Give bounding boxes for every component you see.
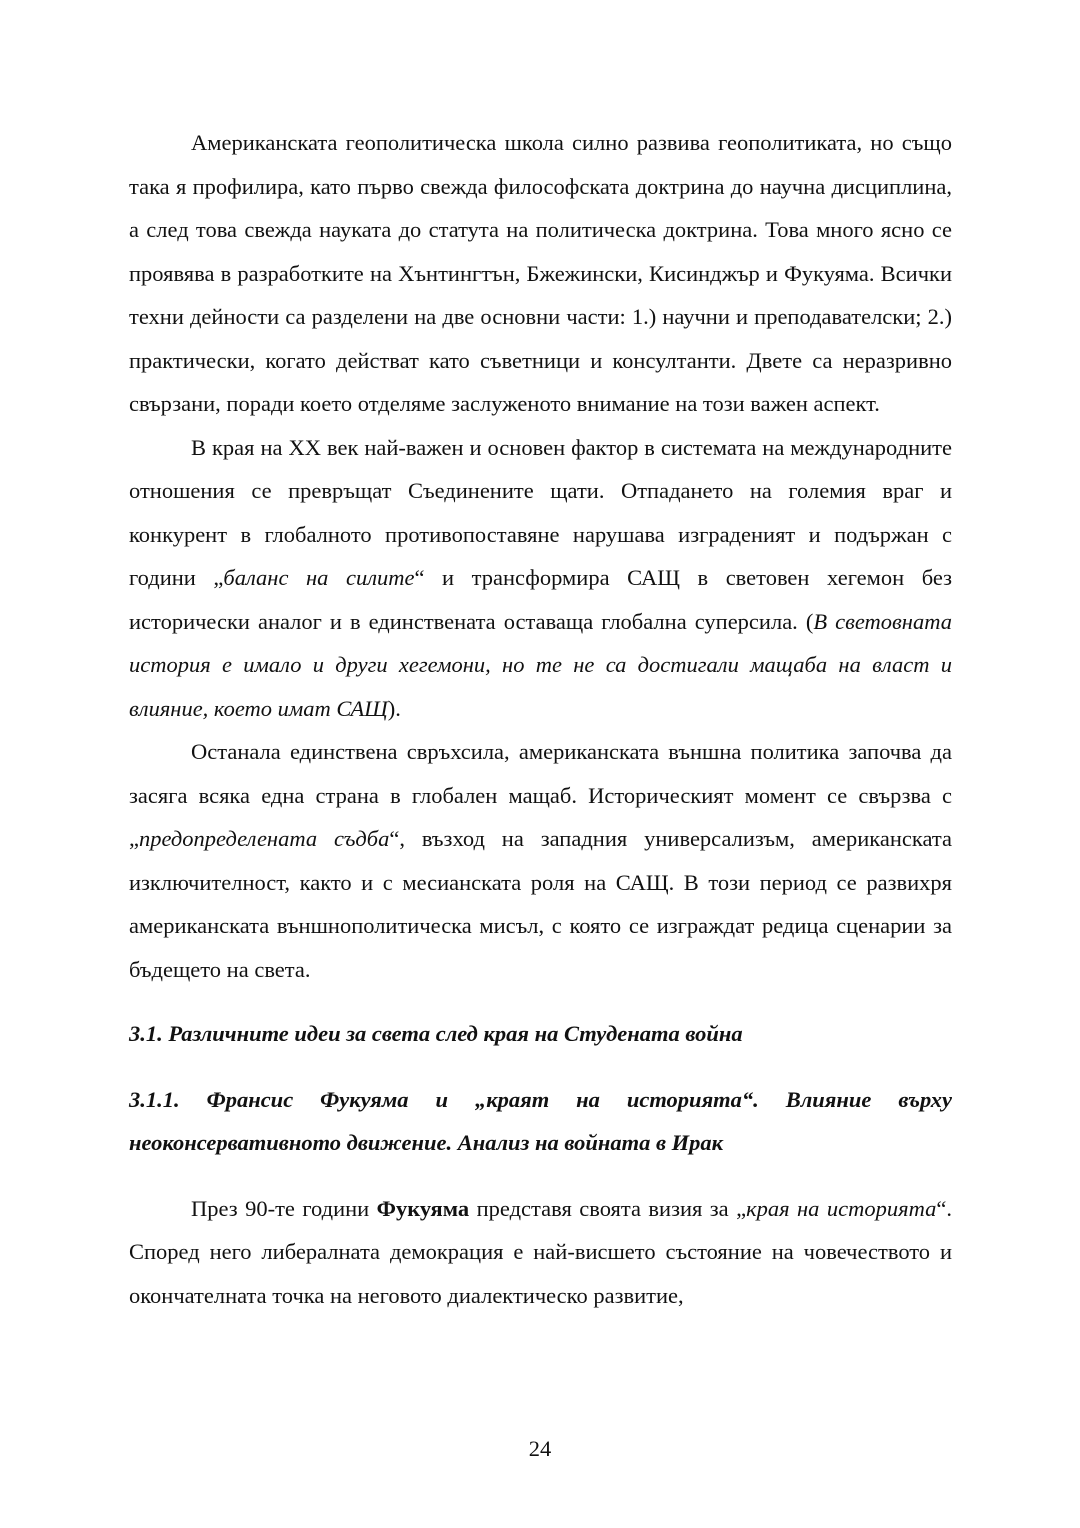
italic-term-end-of-history: края на историята [746, 1195, 937, 1221]
paragraph-end-of-20th-century [129, 426, 952, 731]
paragraph-text: “. Според него либералната демокрация е най-висшето състояние на човечеството и окончателната точка на неговото диалектическо развитие, [129, 1195, 952, 1308]
italic-term-manifest-destiny: предопределената съдба [139, 826, 390, 851]
paragraph-text: представя своята визия за „ [469, 1195, 747, 1221]
paragraph-fukuyama [129, 1187, 952, 1318]
italic-term-balance-of-power: баланс на силите [223, 565, 415, 590]
paragraph-text: Останала единствена свръхсила, американската външна политика започва да засяга всяка една страна в глобален мащаб. Историческият момент се свързва с „ [129, 739, 952, 851]
paragraph-american-geopolitics: Американската геополитическа школа силно развива геополитиката, но също така я профилира, като първо свежда философската доктрина до научна дисциплина, а след това свежда науката до статута на политическа доктрина. Това много ясно се проявява в разработките на Хънтингтън, Бжежински, Кисинджър и Фукуяма. Всички техни дейности са разделени на две основни части: 1.) научни и преподавателски; 2.) практически, когато действат като съветници и консултанти. Двете са неразривно свързани, поради което отделяме заслуженото внимание на този важен аспект. [129, 130, 952, 416]
bold-name-fukuyama: Фукуяма [376, 1195, 470, 1221]
paragraph-text: ). [387, 695, 401, 721]
subsection-heading: 3.1.1. Франсис Фукуяма и „краят на историята“. Влияние върху неоконсервативното движение. Анализ на войната в Ирак [129, 1086, 952, 1155]
paragraph-text: В края на XX век най-важен и основен фактор в системата на международните отношения се превръщат Съединените щати. Отпадането на големия враг и конкурент в глобалното противопоставяне нарушава изграденият и подържан с години „ [129, 434, 952, 590]
page-number: 24 [528, 1436, 552, 1461]
paragraph-text: “, възход на западния универсализъм, американската изключителност, както и с месианската роля на САЩ. В този период се развихря американската външнополитическа мисъл, с която се изграждат редица сценарии за бъдещето на света. [129, 826, 952, 982]
paragraph-text: През 90-те години [191, 1195, 377, 1221]
document-body [129, 121, 952, 1317]
paragraph-text: “ и трансформира САЩ в световен хегемон без исторически аналог и в единствената оставаща глобална суперсила. ( [129, 565, 953, 634]
section-heading: 3.1. Различните идеи за света след края на Студената война [129, 1021, 743, 1046]
italic-remark-hegemons: В световната история е имало и други хегемони, но те не са достигали мащаба на власт и влияние, което имат САЩ [129, 608, 952, 721]
paragraph-sole-superpower [129, 730, 952, 991]
